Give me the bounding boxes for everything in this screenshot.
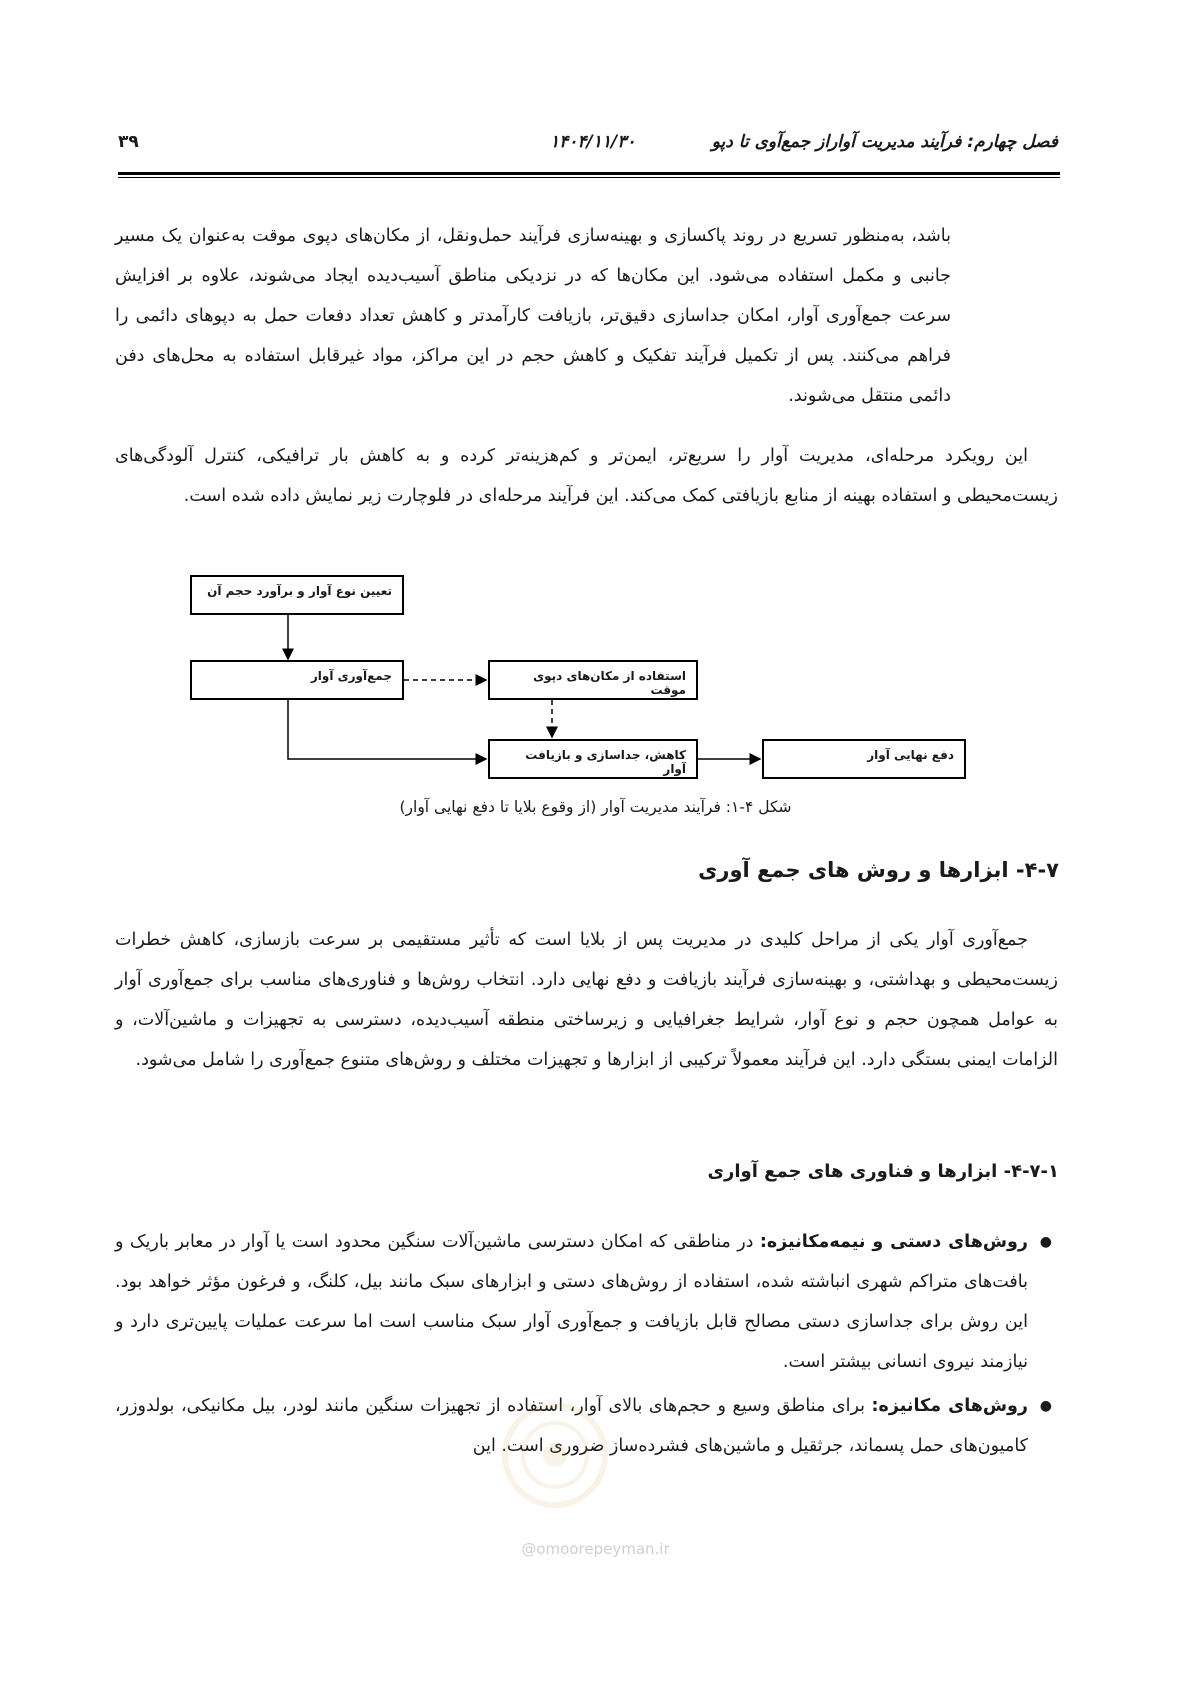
flow-box-determine-debris: تعیین نوع آوار و برآورد حجم آن [190,575,404,615]
bullet-dot-icon: ● [1039,1234,1052,1250]
paragraph [115,216,951,416]
paragraph-text: جمع‌آوری آوار یکی از مراحل کلیدی در مدیریت پس از بلایا است که تأثیر مستقیمی بر سرعت بازسازی، کاهش خطرات زیست‌محیطی و بهداشتی، و بهینه‌سازی فرآیند بازیافت و دفع نهایی دارد. انتخاب روش‌ها و فناوری‌های مناسب برای جمع‌آوری آوار به عوامل همچون حجم و نوع آوار، شرایط جغرافیایی و زیرساختی منطقه آسیب‌دیده، دسترسی به تجهیزات و ماشین‌آلات، و الزامات ایمنی بستگی دارد. این فرآیند معمولاً ترکیبی از ابزارها و تجهیزات مختلف و روش‌های متنوع جمع‌آوری را شامل می‌شود. [115,930,1058,1070]
flow-box-collect-debris: جمع‌آوری آوار [190,660,404,700]
flow-box-temporary-depot: استفاده از مکان‌های دپوی موقت [488,660,698,700]
paragraph-text: باشد، به‌منظور تسریع در روند پاکسازی و بهینه‌سازی فرآیند حمل‌ونقل، از مکان‌های دپوی موقت به‌عنوان یک مسیر جانبی و مکمل استفاده می‌شود. این مکان‌ها که در نزدیکی مناطق آسیب‌دیده ایجاد می‌شوند، علاوه بر افزایش سرعت جمع‌آوری آوار، امکان جداسازی دقیق‌تر، بازیافت کارآمدتر و کاهش تعداد دفعات حمل به دپوهای دائمی را فراهم می‌کنند. پس از تکمیل فرآیند تفکیک و کاهش حجم در این مراکز، مواد غیرقابل استفاده به محل‌های دفن دائمی منتقل می‌شوند. [115,226,951,406]
header-date: ۱۴۰۴/۱۱/۳۰ [550,132,636,152]
flow-box-final-disposal: دفع نهایی آوار [762,739,966,779]
bullet-title: روش‌های دستی و نیمه‌مکانیزه: [759,1232,1028,1252]
header-rule-thin [118,177,1060,178]
figure-caption: شکل ۴-۱: فرآیند مدیریت آوار (از وقوع بلایا تا دفع نهایی آوار) [399,798,792,816]
bullet-text: برای مناطق وسیع و حجم‌های بالای آوار، استفاده از تجهیزات سنگین مانند لودر، بیل مکانیکی، بولدوزر، کامیون‌های حمل پسماند، جرثقیل و ماشین‌های فشرده‌ساز ضروری است. این [115,1396,1028,1456]
watermark-logo-icon [500,1400,610,1510]
flowchart [190,575,970,775]
bullet-dot-icon: ● [1039,1398,1052,1414]
bullet-item [115,1222,1058,1382]
page-header [118,128,1058,160]
arrow-box2-to-box4 [288,700,486,759]
subsection-heading: ۴-۷-۱- ابزارها و فناوری های جمع آواری [707,1161,1059,1182]
flow-box-reduce-separate-recycle: کاهش، جداسازی و بازیافت آوار [488,739,698,779]
paragraph-text: این رویکرد مرحله‌ای، مدیریت آوار را سریع‌تر، ایمن‌تر و کم‌هزینه‌تر کرده و به کاهش بار ترافیکی، کنترل آلودگی‌های زیست‌محیطی و استفاده بهینه از منابع بازیافتی کمک می‌کند. این فرآیند مرحله‌ای در فلوچارت زیر نمایش داده شده است. [115,446,1058,506]
chapter-title: فصل چهارم: فرآیند مدیریت آواراز جمع‌آوی تا دپو [711,132,1058,152]
bullet-text: در مناطقی که امکان دسترسی ماشین‌آلات سنگین محدود است یا آوار در معابر باریک و بافت‌های متراکم شهری انباشته شده، استفاده از روش‌های دستی و ابزارهای سبک مانند بیل، کلنگ، و فرغون مؤثر خواهد بود. این روش برای جداسازی دستی مصالح قابل بازیافت و جمع‌آوری آوار سبک مناسب است اما سرعت عملیات پایین‌تری دارد و نیازمند نیروی انسانی بیشتر است. [115,1232,1028,1372]
paragraph [115,436,1058,516]
page-number: ۳۹ [118,132,139,152]
header-rule-thick [118,172,1060,175]
watermark-text: @omoorepeyman.ir [521,1540,670,1558]
section-heading: ۴-۷- ابزارها و روش های جمع آوری [698,858,1059,882]
bullet-title: روش‌های مکانیزه: [871,1396,1028,1416]
paragraph [115,920,1058,1080]
